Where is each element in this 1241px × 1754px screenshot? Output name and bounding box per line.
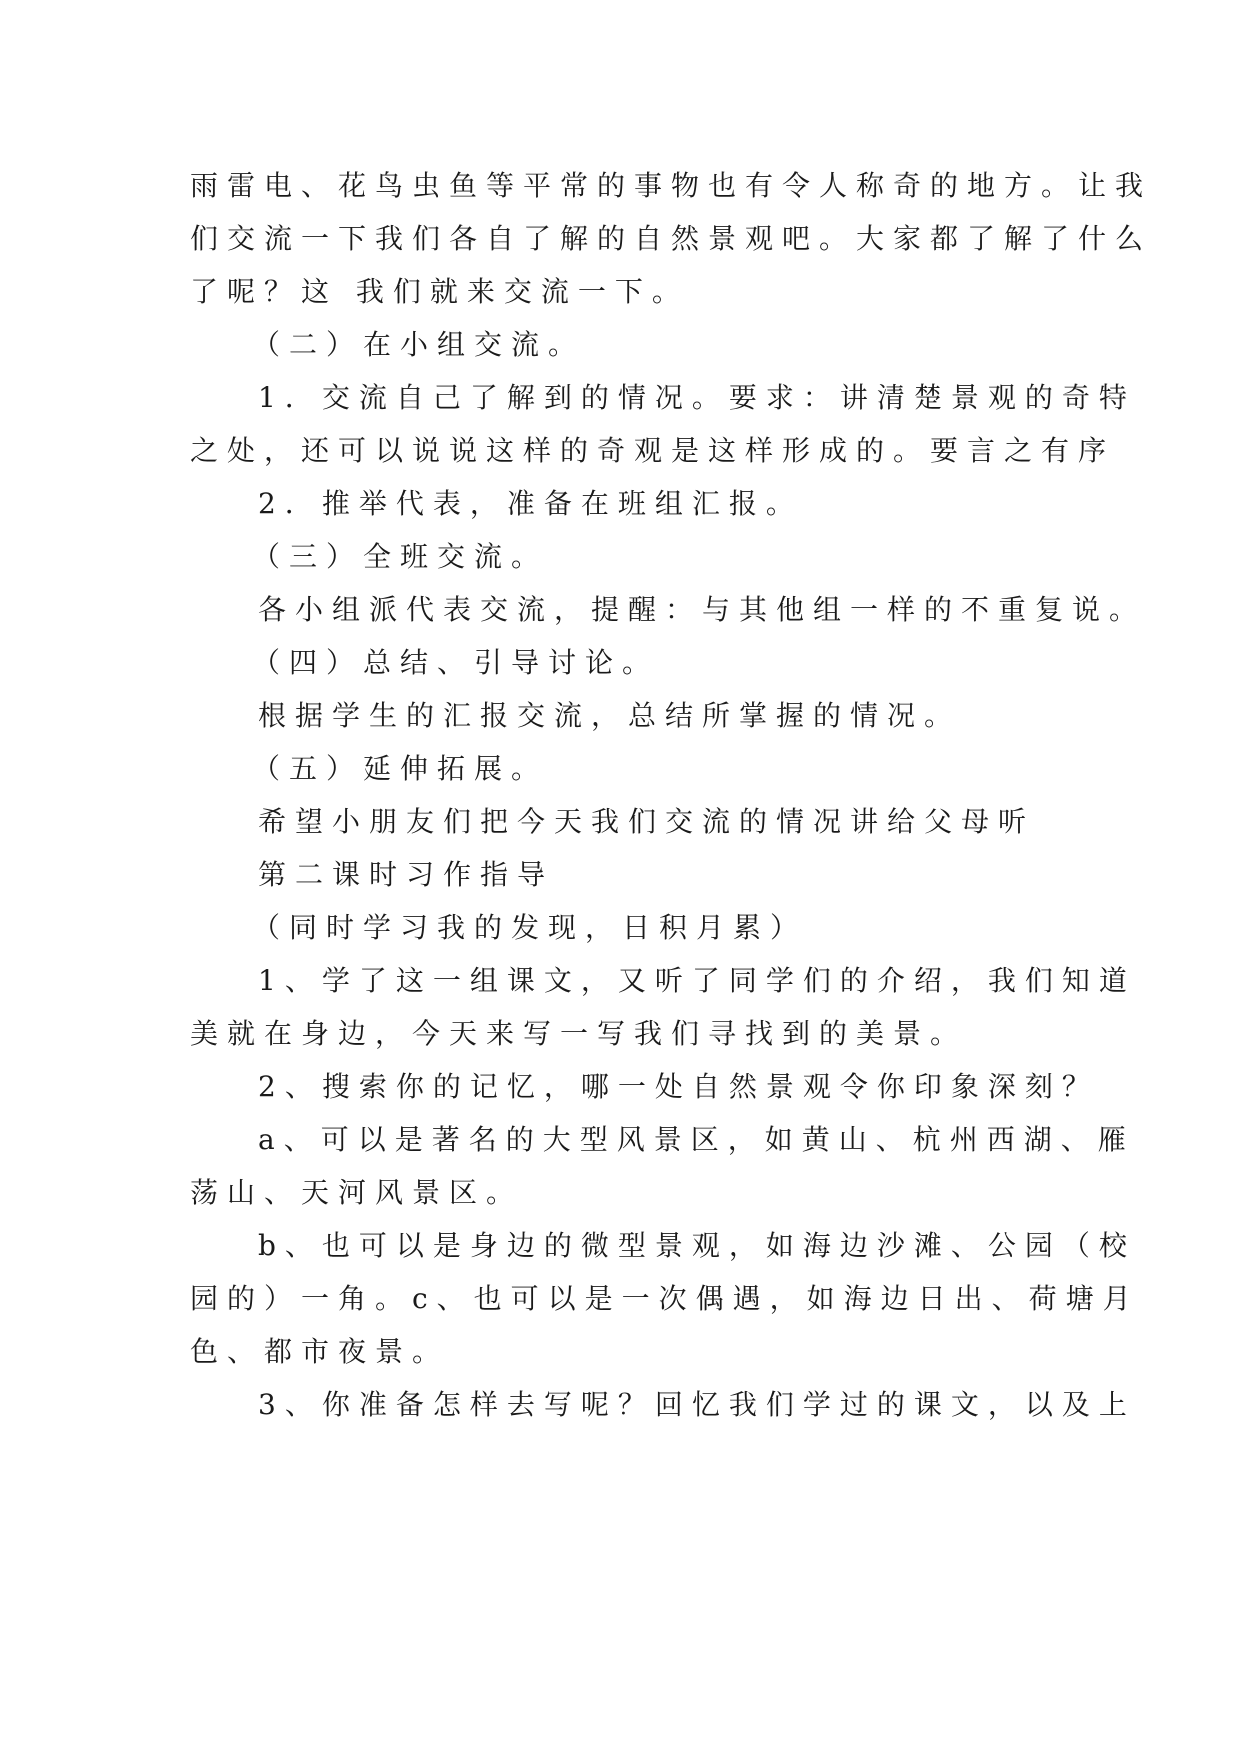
text-line: 们交流一下我们各自了解的自然景观吧。大家都了解了什么 bbox=[190, 222, 1153, 255]
section-heading: （三）全班交流。 bbox=[252, 540, 549, 573]
text-line: 2．推举代表，准备在班组汇报。 bbox=[258, 487, 803, 520]
text-line: b、也可以是身边的微型景观，如海边沙滩、公园（校 bbox=[258, 1229, 1136, 1262]
text-line: 园的）一角。c、也可以是一次偶遇，如海边日出、荷塘月 bbox=[190, 1282, 1140, 1315]
text-line: a、可以是著名的大型风景区，如黄山、杭州西湖、雁 bbox=[258, 1123, 1135, 1156]
text-line: 1、学了这一组课文，又听了同学们的介绍，我们知道 bbox=[258, 964, 1136, 997]
text-line: 色、都市夜景。 bbox=[190, 1335, 450, 1368]
section-heading: （四）总结、引导讨论。 bbox=[252, 646, 660, 679]
section-heading: （二）在小组交流。 bbox=[252, 328, 586, 361]
text-line: 各小组派代表交流，提醒：与其他组一样的不重复说。 bbox=[258, 593, 1147, 626]
text-line: 美就在身边，今天来写一写我们寻找到的美景。 bbox=[190, 1017, 968, 1050]
text-line: 根据学生的汇报交流，总结所掌握的情况。 bbox=[258, 699, 962, 732]
text-line: 1．交流自己了解到的情况。要求：讲清楚景观的奇特 bbox=[258, 381, 1136, 414]
text-line: 2、搜索你的记忆，哪一处自然景观令你印象深刻？ bbox=[258, 1070, 1099, 1103]
section-heading: （五）延伸拓展。 bbox=[252, 752, 549, 785]
text-line: 雨雷电、花鸟虫鱼等平常的事物也有令人称奇的地方。让我 bbox=[190, 169, 1153, 202]
text-line: 荡山、天河风景区。 bbox=[190, 1176, 524, 1209]
text-line: 了呢？这 我们就来交流一下。 bbox=[190, 275, 689, 308]
text-line: （同时学习我的发现，日积月累） bbox=[252, 911, 808, 944]
text-line: 之处，还可以说说这样的奇观是这样形成的。要言之有序 bbox=[190, 434, 1116, 467]
section-heading: 第二课时习作指导 bbox=[258, 858, 555, 891]
text-line: 3、你准备怎样去写呢？回忆我们学过的课文，以及上 bbox=[258, 1388, 1136, 1421]
text-line: 希望小朋友们把今天我们交流的情况讲给父母听 bbox=[258, 805, 1036, 838]
